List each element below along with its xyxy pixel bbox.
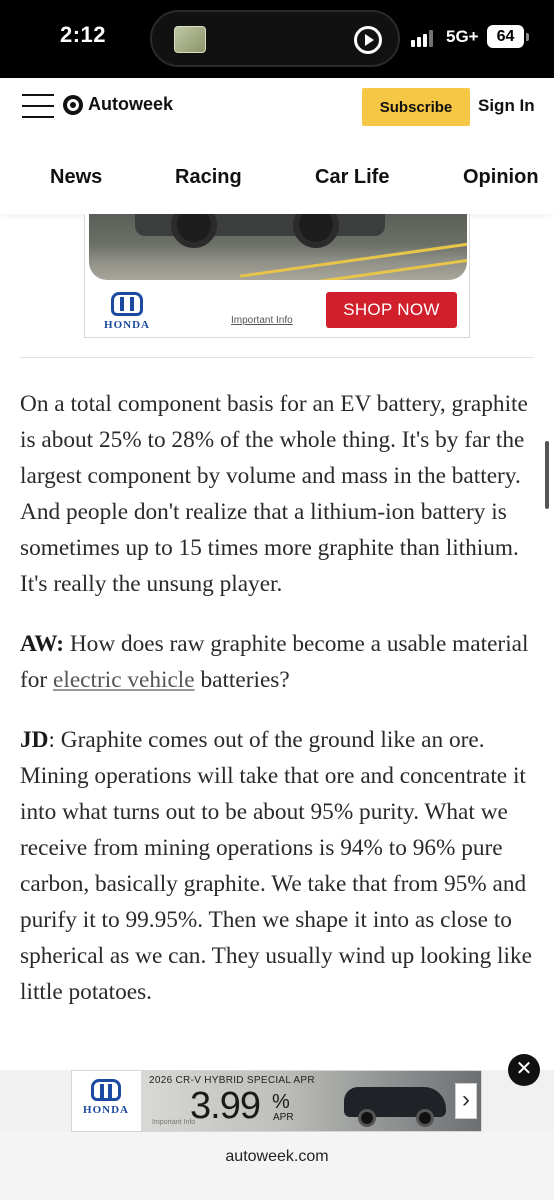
ad-headline: 2026 CR-V HYBRID SPECIAL APR xyxy=(149,1075,315,1086)
dynamic-island[interactable] xyxy=(150,10,400,67)
sign-in-link[interactable]: Sign In xyxy=(478,96,535,115)
car-wheel xyxy=(293,214,339,248)
shop-now-button[interactable]: SHOP NOW xyxy=(326,292,457,328)
site-logo[interactable]: Autoweek xyxy=(88,94,174,114)
apr-rate: 3.99 xyxy=(190,1085,260,1127)
battery-icon: 64 xyxy=(487,25,524,48)
status-bar xyxy=(0,0,554,78)
honda-h-icon xyxy=(91,1079,121,1101)
interview-question xyxy=(20,626,534,698)
honda-wordmark: HONDA xyxy=(104,319,150,331)
apr-percent-sign: % xyxy=(272,1091,290,1113)
close-icon[interactable]: ✕ xyxy=(508,1054,540,1086)
interview-answer xyxy=(20,722,534,1010)
suv-wheel xyxy=(416,1109,434,1127)
hamburger-menu-icon[interactable] xyxy=(22,92,54,120)
status-time: 2:12 xyxy=(60,22,107,47)
honda-logo[interactable] xyxy=(76,1079,136,1116)
car-wheel xyxy=(171,214,217,248)
url-text[interactable]: autoweek.com xyxy=(225,1148,329,1165)
nav-item-racing[interactable]: Racing xyxy=(175,166,242,188)
site-header xyxy=(0,78,554,214)
honda-sticky-ad[interactable] xyxy=(71,1070,482,1132)
electric-vehicle-link[interactable]: electric vehicle xyxy=(53,667,195,693)
fine-print[interactable]: Important Info xyxy=(152,1119,196,1126)
nav-item-news[interactable]: News xyxy=(50,166,103,188)
apr-label: APR xyxy=(273,1112,294,1123)
article-body xyxy=(20,386,534,1034)
article-paragraph: On a total component basis for an EV battery, graphite is about 25% to 28% of the whole thing. It's by far the largest component by volume and mass in the battery. And people don't realize that a lithium-ion battery is sometimes up to 15 times more graphite than lithium. It's really the unsung player. xyxy=(20,391,528,597)
honda-logo[interactable] xyxy=(96,292,158,331)
autoweek-logo-icon[interactable] xyxy=(63,95,83,115)
question-text: batteries? xyxy=(194,667,290,693)
scrollbar[interactable] xyxy=(545,441,549,509)
ad-car-photo xyxy=(89,214,467,280)
honda-display-ad[interactable] xyxy=(84,214,470,338)
cellular-signal-icon xyxy=(411,29,437,47)
answer-text: : Graphite comes out of the ground like an ore. Mining operations will take that ore and concentrate it into what turns out to be about 95% purity. What we receive from mining operations is 94% to 96% pure carbon, basically graphite. We take that from 95% and purify it to 99.95%. Then we shape it into as close to spherical as we can. They usually wind up looking like little potatoes. xyxy=(20,727,532,1005)
question-text: How does raw graphite become a usable material for xyxy=(20,631,529,693)
network-type: 5G+ xyxy=(446,27,479,46)
main-nav xyxy=(0,160,554,196)
now-playing-thumbnail xyxy=(174,26,206,53)
nav-item-opinion[interactable]: Opinion xyxy=(463,166,539,188)
honda-wordmark: HONDA xyxy=(83,1104,129,1116)
chevron-right-icon[interactable]: › xyxy=(455,1083,477,1119)
speaker-label: AW: xyxy=(20,631,65,657)
screen-record-icon xyxy=(354,26,382,54)
subscribe-button[interactable]: Subscribe xyxy=(362,88,470,126)
honda-h-icon xyxy=(111,292,143,316)
important-info-link[interactable]: Important Info xyxy=(231,315,293,326)
speaker-label: JD xyxy=(20,727,49,753)
nav-item-car-life[interactable]: Car Life xyxy=(315,166,390,188)
road-line xyxy=(240,241,467,277)
browser-url-bar[interactable] xyxy=(0,1132,554,1200)
divider xyxy=(20,357,534,358)
suv-wheel xyxy=(358,1109,376,1127)
